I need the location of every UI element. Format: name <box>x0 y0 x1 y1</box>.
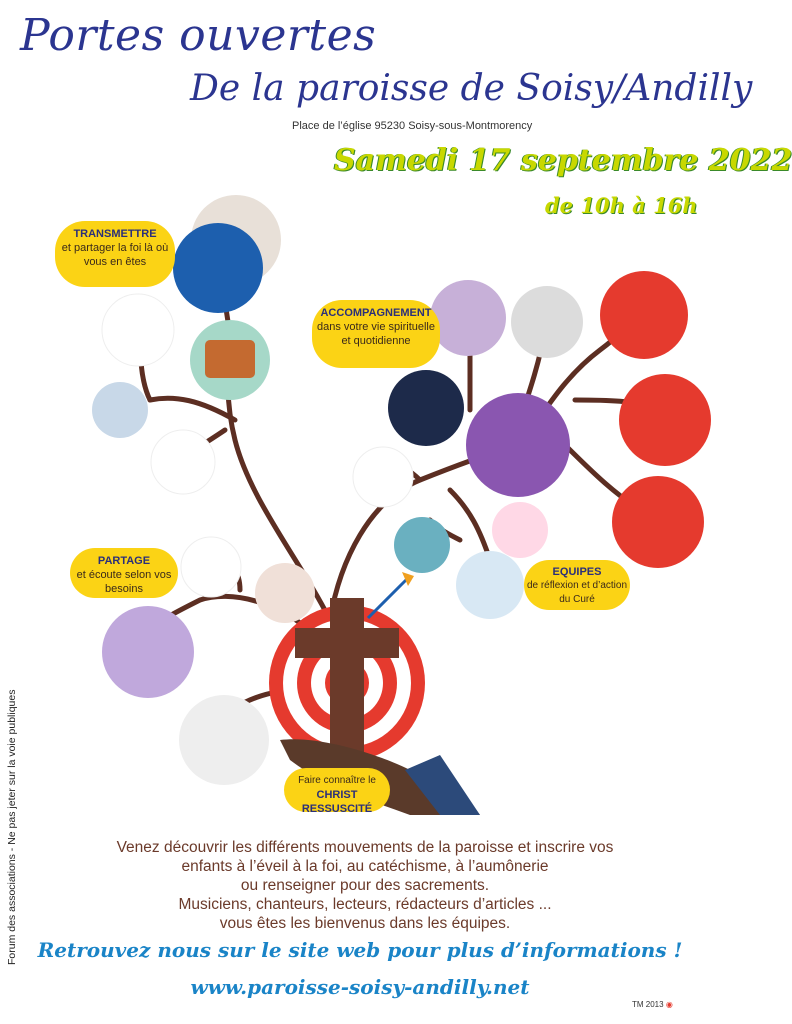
poster-subtitle: De la paroisse de Soisy/Andilly <box>190 68 753 109</box>
bunny-circle <box>388 370 464 446</box>
description-line: Venez découvrir les différents mouvements de la paroisse et inscrire vos <box>116 839 614 856</box>
description-line: enfants à l’éveil à la foi, au catéchisme, à l’aumônerie <box>181 858 549 875</box>
bubble-accompagnement-text: dans votre vie spirituelle et quotidienne <box>316 321 435 347</box>
bubble-equipes-head: EQUIPES <box>552 566 602 578</box>
briefcase-icon <box>205 340 255 378</box>
basket-circle <box>179 695 269 785</box>
bubble-partage <box>70 548 178 598</box>
poster-title: Portes ouvertes <box>20 10 377 61</box>
description-line: ou renseigner pour des sacrements. <box>240 877 490 894</box>
event-hours: de 10h à 16h <box>545 193 698 218</box>
bubble-christ-head: CHRIST RESSUSCITÉ <box>301 789 373 815</box>
arrow-icon <box>368 578 408 618</box>
social-media-circle <box>353 447 413 507</box>
raised-hands-circle <box>181 537 241 597</box>
bubble-accompagnement-head: ACCOMPAGNEMENT <box>320 307 432 319</box>
bubble-transmettre-head: TRANSMETTRE <box>73 228 157 240</box>
credit-text: TM 2013 <box>632 1000 664 1009</box>
bubble-partage-text: et écoute selon vos besoins <box>76 569 172 595</box>
description-line: Musiciens, chanteurs, lecteurs, rédacteurs d’articles ... <box>178 896 552 913</box>
address: Place de l’église 95230 Soisy-sous-Montmorency <box>292 120 533 132</box>
bicycle-circle <box>102 294 174 366</box>
priest-pulpit-circle <box>511 286 583 358</box>
care-circle <box>612 476 704 568</box>
priest-circle <box>466 393 570 497</box>
eucharist-circle <box>600 271 688 359</box>
bubble-christ <box>284 768 390 815</box>
side-notice: Forum des associations - Ne pas jeter sur la voie publiques <box>6 689 18 965</box>
spiral-icon: ◉ <box>665 1000 673 1009</box>
bubble-transmettre-text: et partager la foi là où vous en êtes <box>61 242 169 268</box>
praying-hands-circle <box>92 382 148 438</box>
bubble-christ-pre: Faire connaître le <box>298 775 376 786</box>
reading-circle <box>173 223 263 313</box>
credit <box>632 1000 673 1009</box>
coffee-circle <box>102 606 194 698</box>
bubble-partage-head: PARTAGE <box>97 555 151 567</box>
bubble-equipes <box>524 560 630 610</box>
community-circle <box>151 430 215 494</box>
event-date: Samedi 17 septembre 2022 <box>334 143 792 178</box>
bubble-equipes-text: de réflexion et d’action du Curé <box>526 580 628 605</box>
hands-circle <box>255 563 315 623</box>
bubble-accompagnement <box>312 300 440 368</box>
description <box>60 838 670 933</box>
description-line: vous êtes les bienvenus dans les équipes. <box>219 915 511 932</box>
money-plant-circle <box>394 517 450 573</box>
call-to-action: Retrouvez nous sur le site web pour plus d’informations ! <box>37 938 683 962</box>
bubble-transmettre <box>55 221 175 287</box>
reader-circle <box>430 280 506 356</box>
gears-circle <box>456 551 524 619</box>
wedding-church-circle <box>619 374 711 466</box>
website-link[interactable]: www.paroisse-soisy-andilly.net <box>190 975 530 999</box>
ideas-circle <box>492 502 548 558</box>
